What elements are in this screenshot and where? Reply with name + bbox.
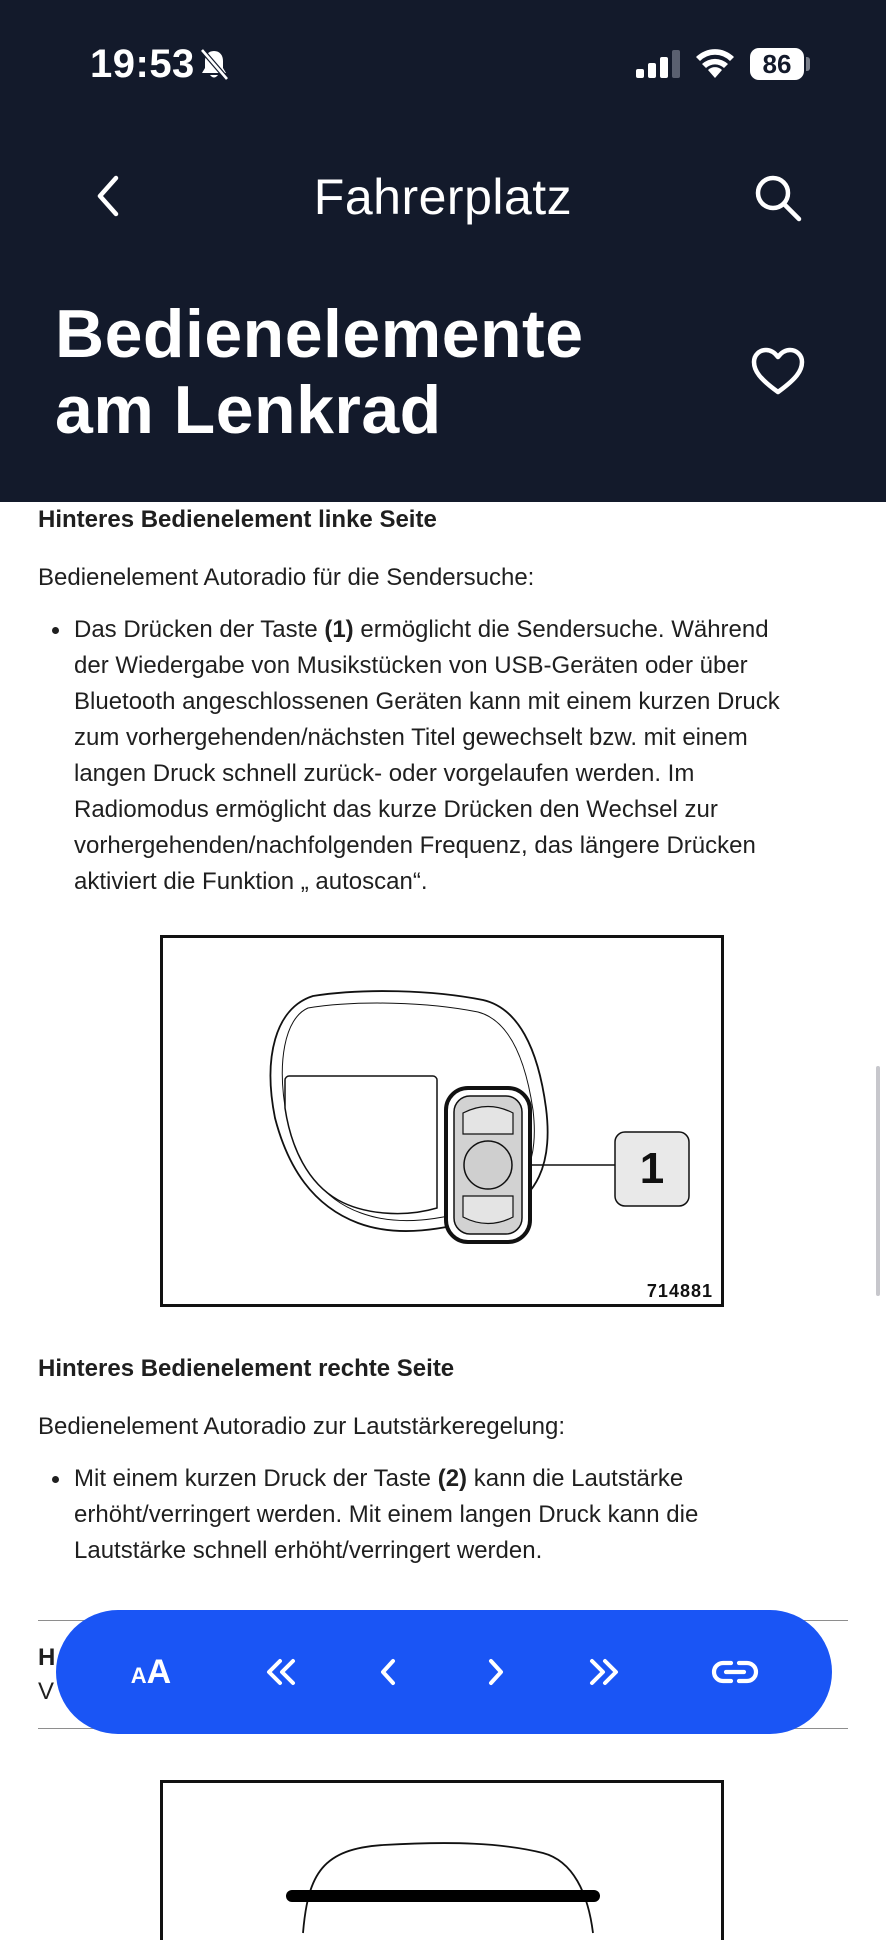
bullet-text: ermöglicht die Sendersuche. Während (353, 616, 769, 643)
bullet-text: aktiviert die Funktion „ autoscan“. (74, 868, 428, 895)
bullet-text: zum vorhergehenden/nächsten Titel gewechselt bzw. mit einem (74, 724, 748, 751)
section-intro: Bedienelement Autoradio für die Sendersuche: (38, 564, 535, 591)
control-illustration (163, 1783, 721, 1943)
battery-indicator: 86 (750, 48, 804, 80)
app-header (0, 0, 886, 502)
page-title-line2: am Lenkrad (55, 372, 442, 448)
bullet-text: Das Drücken der Taste (74, 616, 325, 643)
text-size-icon: AA (130, 1652, 172, 1691)
section-heading: Hinteres Bedienelement rechte Seite (38, 1355, 455, 1382)
section-left-control (38, 502, 848, 900)
bullet-list (38, 1461, 848, 1569)
control-illustration (163, 938, 721, 1304)
bullet-text: kann die Lautstärke (467, 1465, 684, 1492)
last-page-button[interactable] (559, 1610, 649, 1734)
page-title-line1: Bedienelemente (55, 296, 584, 372)
share-link-button[interactable] (690, 1610, 780, 1734)
second-diagram (160, 1780, 724, 1940)
bullet-text: der Wiedergabe von Musikstücken von USB-Geräten oder über (74, 652, 748, 679)
section-heading: Hinteres Bedienelement linke Seite (38, 506, 437, 533)
callout-label: 1 (639, 1144, 665, 1193)
bullet-text: Bluetooth angeschlossenen Geräten kann mit einem kurzen Druck (74, 688, 780, 715)
status-time: 19:53 (90, 42, 195, 86)
bullet-text: vorhergehenden/nachfolgenden Frequenz, das längere Drücken (74, 832, 756, 859)
double-chevron-left-icon (264, 1657, 298, 1687)
bullet-list (38, 612, 848, 900)
steering-control-diagram (160, 935, 724, 1307)
link-icon (711, 1658, 759, 1686)
figure-code: 714881 (646, 1281, 713, 1301)
heart-icon[interactable] (750, 346, 806, 398)
nav-title: Fahrerplatz (313, 169, 573, 225)
chevron-left-icon (377, 1657, 399, 1687)
bullet-text: erhöht/verringert werden. Mit einem langen Druck kann die (74, 1501, 699, 1528)
wifi-icon (694, 47, 736, 79)
list-item (74, 612, 848, 900)
bell-muted-icon (198, 48, 230, 82)
previous-page-button[interactable] (343, 1610, 433, 1734)
scroll-indicator[interactable] (876, 1066, 880, 1296)
section-intro: Bedienelement Autoradio zur Lautstärkeregelung: (38, 1413, 566, 1440)
signal-icon (636, 50, 682, 78)
reader-toolbar (56, 1610, 832, 1734)
key-reference: (1) (324, 616, 354, 643)
back-button[interactable] (88, 172, 128, 220)
home-indicator[interactable] (286, 1890, 600, 1902)
list-item (74, 1461, 848, 1569)
first-page-button[interactable] (236, 1610, 326, 1734)
page-title (55, 296, 655, 448)
bullet-text: Lautstärke schnell erhöht/verringert werden. (74, 1537, 543, 1564)
key-reference: (2) (437, 1465, 468, 1492)
battery-tip (806, 57, 810, 71)
partial-heading: H (38, 1644, 56, 1671)
chevron-right-icon (485, 1657, 507, 1687)
section-right-control (38, 1351, 848, 1569)
partial-text: V (38, 1678, 55, 1705)
bullet-text: Radiomodus ermöglicht das kurze Drücken den Wechsel zur (74, 796, 718, 823)
search-icon[interactable] (752, 172, 804, 224)
bullet-text: Mit einem kurzen Druck der Taste (74, 1465, 438, 1492)
bullet-text: langen Druck schnell zurück- oder vorgelaufen werden. Im (74, 760, 695, 787)
font-size-button[interactable] (106, 1610, 196, 1734)
double-chevron-right-icon (587, 1657, 621, 1687)
next-page-button[interactable] (451, 1610, 541, 1734)
